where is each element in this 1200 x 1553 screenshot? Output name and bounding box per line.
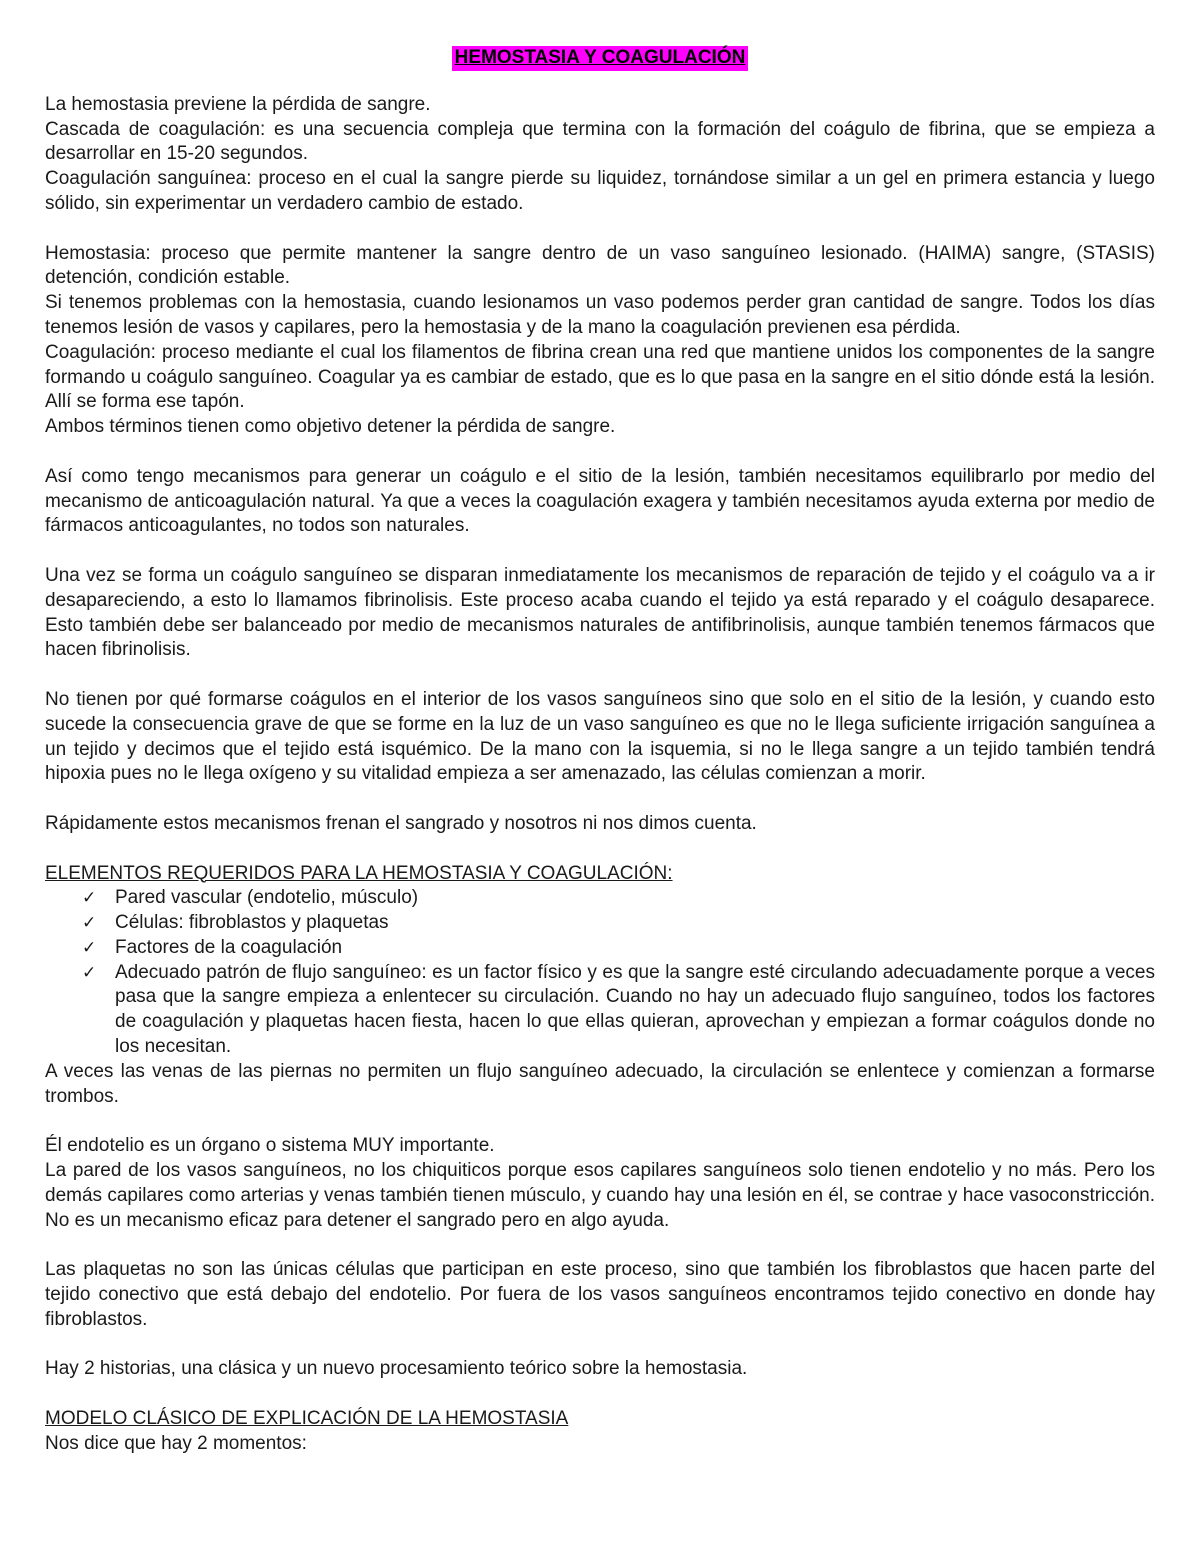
document-title: HEMOSTASIA Y COAGULACIÓN: [452, 46, 749, 71]
paragraph: La pared de los vasos sanguíneos, no los chiquiticos porque esos capilares sanguíneos solo tienen endotelio y no más. Pero los demás capilares como arterias y venas también tienen músculo, y cuando hay una lesión en él, se contrae y hace vasoconstricción. No es un mecanismo eficaz para detener el sangrado pero en algo ayuda.: [45, 1160, 1155, 1231]
paragraph: Coagulación sanguínea: proceso en el cual la sangre pierde su liquidez, tornándose similar a un gel en primera estancia y luego sólido, sin experimentar un verdadero cambio de estado.: [45, 168, 1155, 214]
section-heading-model: MODELO CLÁSICO DE EXPLICACIÓN DE LA HEMOSTASIA: [45, 1408, 569, 1430]
paragraph: A veces las venas de las piernas no permiten un flujo sanguíneo adecuado, la circulación se enlentece y comienzan a formarse trombos.: [45, 1060, 1155, 1107]
list-item: [82, 886, 1155, 911]
paragraph: Nos dice que hay 2 momentos:: [45, 1432, 307, 1454]
document-page: [45, 0, 1155, 1457]
list-item-text: Adecuado patrón de flujo sanguíneo: es un factor físico y es que la sangre esté circulando adecuadamente porque a veces pasa que la sangre empieza a enlentecer su circulación. Cuando no hay un adecuado flujo sanguíneo, todos los factores de coagulación y plaquetas hacen fiesta, hacen lo que ellas quieran, aprovechan y empiezan a formar coágulos donde no los necesitan.: [115, 961, 1155, 1058]
list-item: [82, 936, 1155, 961]
paragraph: Coagulación: proceso mediante el cual los filamentos de fibrina crean una red que mantiene unidos los componentes de la sangre formando u coágulo sanguíneo. Coagular ya es cambiar de estado, que es lo que pasa en la sangre en el sitio dónde está la lesión. Allí se forma ese tapón.: [45, 341, 1155, 413]
check-icon: ✓: [82, 937, 97, 958]
paragraph: Hay 2 historias, una clásica y un nuevo procesamiento teórico sobre la hemostasia.: [45, 1358, 748, 1380]
paragraph: Así como tengo mecanismos para generar un coágulo e el sitio de la lesión, también necesitamos equilibrarlo por medio del mecanismo de anticoagulación natural. Ya que a veces la coagulación exagera y también necesitamos ayuda externa por medio de fármacos anticoagulantes, no todos son naturales.: [45, 465, 1155, 537]
list-item-text: Pared vascular (endotelio, músculo): [115, 887, 419, 909]
title-container: [45, 46, 1155, 71]
paragraph: Cascada de coagulación: es una secuencia compleja que termina con la formación del coágulo de fibrina, que se empieza a desarrollar en 15-20 segundos.: [45, 118, 1155, 165]
list-item: [82, 911, 1155, 936]
paragraph: No tienen por qué formarse coágulos en el interior de los vasos sanguíneos sino que solo en el sitio de la lesión, y cuando esto sucede la consecuencia grave de que se forme en la luz de un vaso sanguíneo es que no le llega suficiente irrigación sanguínea a un tejido y decimos que el tejido está isquémico. De la mano con la isquemia, si no le llega sangre a un tejido también tendrá hipoxia pues no le llega oxígeno y su vitalidad empieza a ser amenazado, las células comienzan a morir.: [45, 688, 1155, 785]
section-heading-elements: ELEMENTOS REQUERIDOS PARA LA HEMOSTASIA Y COAGULACIÓN:: [45, 862, 673, 884]
list-item: [82, 961, 1155, 1060]
list-item-text: Células: fibroblastos y plaquetas: [115, 912, 389, 934]
check-icon: ✓: [82, 913, 97, 934]
paragraph: Rápidamente estos mecanismos frenan el sangrado y nosotros ni nos dimos cuenta.: [45, 812, 757, 834]
check-icon: ✓: [82, 888, 97, 909]
list-item-text: Factores de la coagulación: [115, 936, 343, 958]
paragraph: Las plaquetas no son las únicas células que participan en este proceso, sino que también los fibroblastos que hacen parte del tejido conectivo que está debajo del endotelio. Por fuera de los vasos sanguíneos encontramos tejido conectivo en donde hay fibroblastos.: [45, 1259, 1155, 1330]
paragraph: Si tenemos problemas con la hemostasia, cuando lesionamos un vaso podemos perder gran cantidad de sangre. Todos los días tenemos lesión de vasos y capilares, pero la hemostasia y de la mano la coagulación previenen esa pérdida.: [45, 292, 1155, 338]
paragraph: Ambos términos tienen como objetivo detener la pérdida de sangre.: [45, 416, 616, 438]
elements-checklist: [45, 886, 1155, 1060]
paragraph: Una vez se forma un coágulo sanguíneo se disparan inmediatamente los mecanismos de reparación de tejido y el coágulo va a ir desapareciendo, a esto lo llamamos fibrinolisis. Este proceso acaba cuando el tejido ya está reparado y el coágulo desaparece. Esto también debe ser balanceado por medio de mecanismos naturales de antifibrinolisis, aunque también tenemos fármacos que hacen fibrinolisis.: [45, 564, 1155, 661]
paragraph: Hemostasia: proceso que permite mantener la sangre dentro de un vaso sanguíneo lesionado. (HAIMA) sangre, (STASIS) detención, condición estable.: [45, 242, 1155, 289]
paragraph: Él endotelio es un órgano o sistema MUY importante.: [45, 1135, 495, 1157]
check-icon: ✓: [82, 962, 97, 983]
paragraph: La hemostasia previene la pérdida de sangre.: [45, 93, 431, 115]
